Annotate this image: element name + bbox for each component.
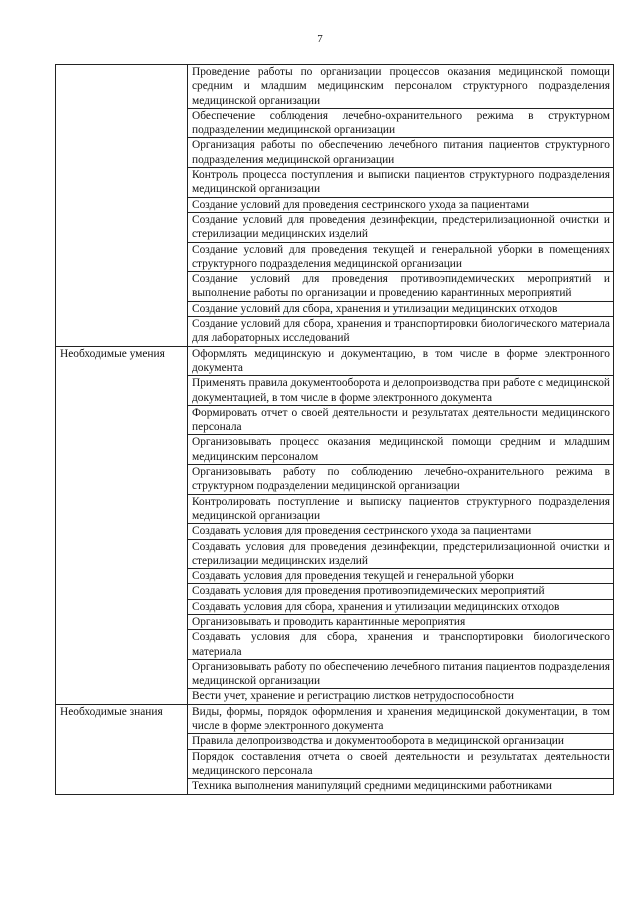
item-cell: Создание условий для проведения дезинфекции, предстерилизационной очистки и стерилизации медицинских изделий — [188, 212, 614, 242]
item-cell: Техника выполнения манипуляций средними медицинскими работниками — [188, 779, 614, 794]
category-cell: Необходимые знания — [56, 704, 188, 794]
category-cell: Необходимые умения — [56, 346, 188, 704]
item-cell: Формировать отчет о своей деятельности и результатах деятельности медицинского персонала — [188, 405, 614, 435]
item-cell: Организовывать процесс оказания медицинской помощи средним и младшим медицинским персоналом — [188, 435, 614, 465]
item-cell: Создание условий для проведения сестринского ухода за пациентами — [188, 197, 614, 212]
item-cell: Создание условий для сбора, хранения и транспортировки биологического материала для лабораторных исследований — [188, 317, 614, 347]
table-row — [56, 704, 614, 734]
item-cell: Создание условий для проведения противоэпидемических мероприятий и выполнение работы по организации и проведению карантинных мероприятий — [188, 272, 614, 302]
item-cell: Создавать условия для проведения сестринского ухода за пациентами — [188, 524, 614, 539]
table-row — [56, 346, 614, 376]
item-cell: Применять правила документооборота и делопроизводства при работе с медицинской документацией, в том числе в форме электронного документа — [188, 376, 614, 406]
item-cell: Контроль процесса поступления и выписки пациентов структурного подразделения медицинской организации — [188, 168, 614, 198]
item-cell: Создание условий для проведения текущей и генеральной уборки в помещениях структурного подразделения медицинской организации — [188, 242, 614, 272]
page-number: 7 — [317, 33, 323, 45]
item-cell: Создавать условия для проведения противоэпидемических мероприятий — [188, 584, 614, 599]
item-cell: Создавать условия для проведения текущей и генеральной уборки — [188, 569, 614, 584]
item-cell: Организация работы по обеспечению лечебного питания пациентов структурного подразделения медицинской организации — [188, 138, 614, 168]
item-cell: Создание условий для сбора, хранения и утилизации медицинских отходов — [188, 301, 614, 316]
item-cell: Организовывать и проводить карантинные мероприятия — [188, 614, 614, 629]
item-cell: Обеспечение соблюдения лечебно-охранительного режима в структурном подразделении медицинской организации — [188, 108, 614, 138]
item-cell: Порядок составления отчета о своей деятельности и результатах деятельности медицинского персонала — [188, 749, 614, 779]
item-cell: Организовывать работу по обеспечению лечебного питания пациентов подразделения медицинской организации — [188, 659, 614, 689]
item-cell: Оформлять медицинскую и документацию, в том числе в форме электронного документа — [188, 346, 614, 376]
item-cell: Создавать условия для сбора, хранения и транспортировки биологического материала — [188, 630, 614, 660]
item-cell: Правила делопроизводства и документооборота в медицинской организации — [188, 734, 614, 749]
requirements-table — [55, 64, 614, 795]
item-cell: Виды, формы, порядок оформления и хранения медицинской документации, в том числе в форме электронного документа — [188, 704, 614, 734]
item-cell: Создавать условия для проведения дезинфекции, предстерилизационной очистки и стерилизации медицинских изделий — [188, 539, 614, 569]
table-row — [56, 65, 614, 109]
item-cell: Контролировать поступление и выписку пациентов структурного подразделения медицинской организации — [188, 494, 614, 524]
item-cell: Вести учет, хранение и регистрацию листков нетрудоспособности — [188, 689, 614, 704]
item-cell: Организовывать работу по соблюдению лечебно-охранительного режима в структурном подразделении медицинской организации — [188, 465, 614, 495]
item-cell: Проведение работы по организации процессов оказания медицинской помощи средним и младшим медицинским персоналом структурного подразделения медицинской организации — [188, 65, 614, 109]
item-cell: Создавать условия для сбора, хранения и утилизации медицинских отходов — [188, 599, 614, 614]
category-cell — [56, 65, 188, 347]
